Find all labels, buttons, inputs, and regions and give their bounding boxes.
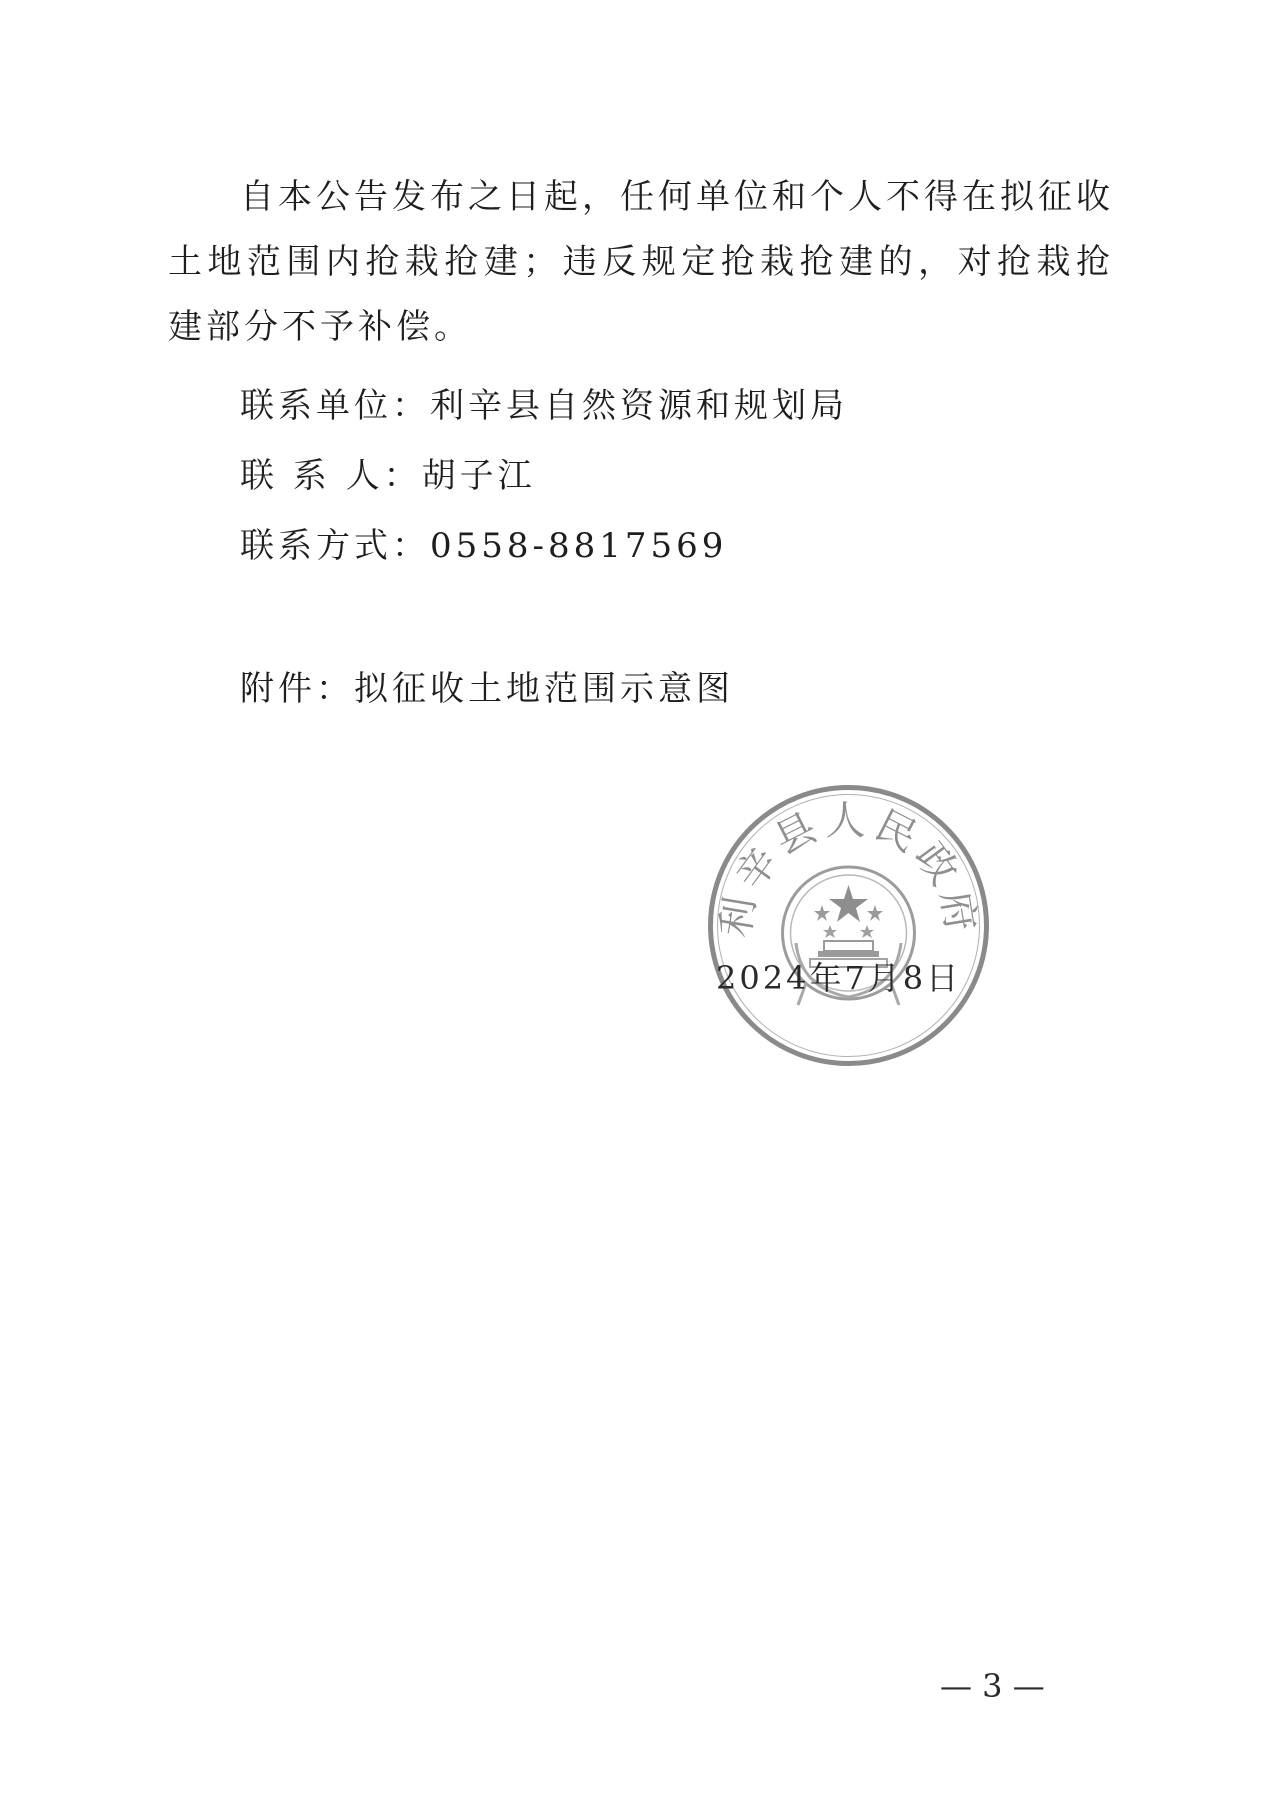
contact-person-line: 联 系 人：胡子江 xyxy=(240,456,536,496)
official-seal-icon xyxy=(706,783,991,1068)
contact-phone-line: 联系方式：0558-8817569 xyxy=(240,526,728,566)
contact-unit-line: 联系单位：利辛县自然资源和规划局 xyxy=(240,386,848,426)
attachment-line: 附件：拟征收土地范围示意图 xyxy=(240,669,734,709)
notice-paragraph: 自本公告发布之日起，任何单位和个人不得在拟征收土地范围内抢栽抢建；违反规定抢栽抢建的，对抢栽抢建部分不予补偿。 xyxy=(168,177,1114,347)
svg-text:利辛县人民政府: 利辛县人民政府 xyxy=(712,798,985,941)
issue-date: 2024年7月8日 xyxy=(716,959,962,997)
page-number: — 3 — xyxy=(940,1667,1045,1705)
